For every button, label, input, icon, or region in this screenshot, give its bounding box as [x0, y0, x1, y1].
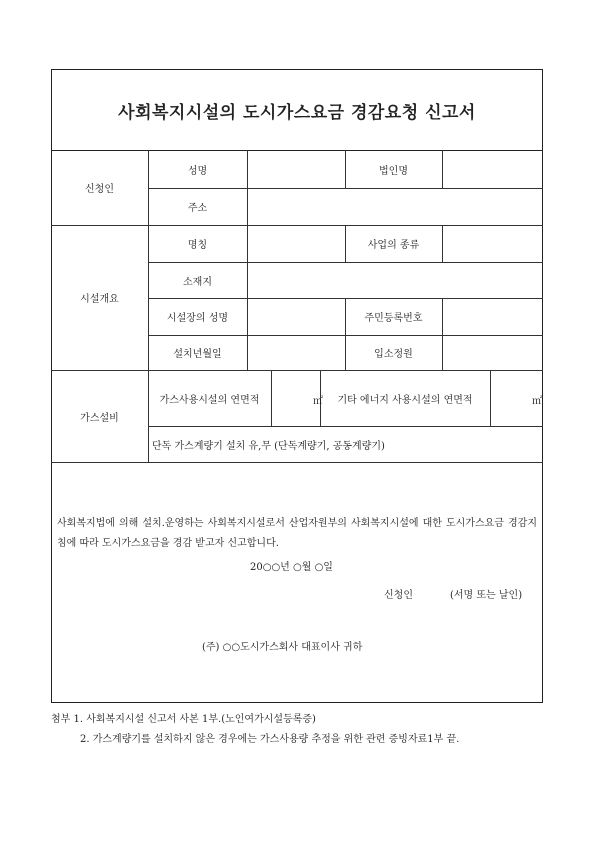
established-date-label: 설치년월일	[173, 349, 222, 360]
established-date-field[interactable]	[247, 335, 345, 370]
name-field[interactable]	[247, 150, 345, 188]
business-type-label: 사업의 종류	[367, 240, 420, 251]
resident-number-field[interactable]	[442, 298, 543, 335]
address-label: 주소	[187, 203, 208, 214]
name-label: 성명	[187, 165, 208, 177]
location-label: 소재지	[183, 276, 212, 288]
gas-area-unit: ㎡	[313, 396, 323, 407]
recipient: (주) ○○도시가스회사 대표이사 귀하	[202, 642, 363, 653]
location-field[interactable]	[247, 262, 543, 298]
meter-installed-field[interactable]: 단독 가스계량기 설치 유,무 (단독계량기, 공동계량기)	[152, 440, 385, 452]
gas-area-label: 가스사용시설의 연면적	[159, 394, 260, 406]
address-field[interactable]	[247, 188, 543, 225]
signature-field[interactable]: (서명 또는 날인)	[450, 590, 523, 601]
capacity-label: 입소정원	[374, 349, 413, 360]
declaration-text: 사회복지법에 의해 설치.운영하는 사회복지시설로서 산업자원부의 사회복지시설에 대한 도시가스요금 경감지침에 따라 도시가스요금을 경감 받고자 신고합니다.	[57, 518, 537, 549]
applicant-signature-label: 신청인	[384, 590, 413, 601]
section-divider	[51, 462, 543, 463]
corp-name-label: 법인명	[379, 165, 408, 177]
facility-title-label: 명칭	[187, 240, 208, 251]
facility-title-field[interactable]	[247, 225, 345, 262]
form-title: 사회복지시설의 도시가스요금 경감요청 신고서	[52, 70, 542, 151]
applicant-section-label: 신청인	[85, 184, 114, 195]
resident-number-label: 주민등록번호	[364, 313, 423, 324]
capacity-field[interactable]	[442, 335, 543, 370]
director-name-label: 시설장의 성명	[166, 313, 229, 324]
corp-name-field[interactable]	[442, 150, 543, 188]
business-type-field[interactable]	[442, 225, 543, 262]
director-name-field[interactable]	[247, 298, 345, 335]
declaration-date: 20○○년 ○월 ○일	[250, 562, 333, 573]
facility-section-label: 시설개요	[80, 294, 119, 305]
other-area-label: 기타 에너지 사용시설의 연면적	[337, 394, 473, 406]
attachment-line-2: 2. 가스계량기를 설치하지 않은 경우에는 가스사용량 추정을 위한 관련 증빙자료1부 끝.	[80, 734, 460, 745]
attachment-line-1: 첨부 1. 사회복지시설 신고서 사본 1부.(노인여가시설등록증)	[51, 714, 316, 725]
other-area-unit: ㎡	[532, 396, 542, 407]
gas-section-label: 가스설비	[80, 412, 119, 424]
